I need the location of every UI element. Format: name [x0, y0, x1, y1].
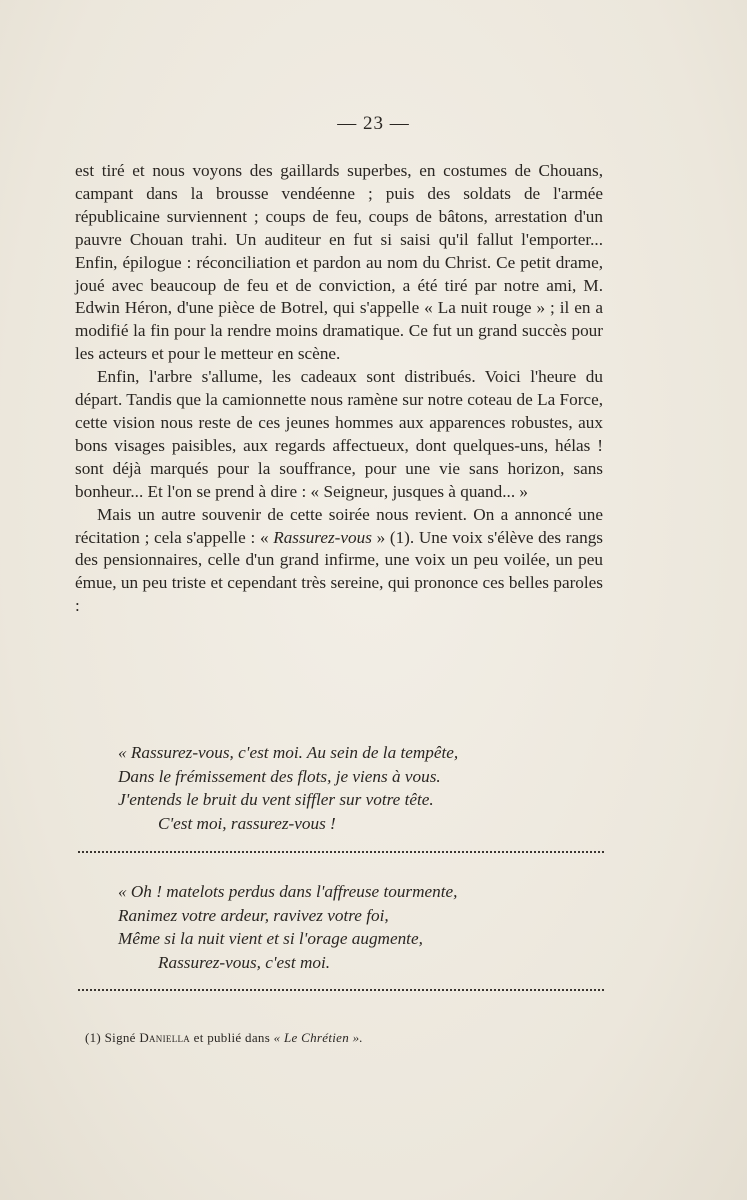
poem-stanza-2 [118, 880, 598, 974]
footnote-author: Daniella [139, 1030, 191, 1045]
body-text [75, 160, 603, 618]
poem-line: J'entends le bruit du vent siffler sur votre tête. [118, 790, 434, 809]
ellipsis-divider [78, 851, 604, 857]
footnote-publication: « Le Chrétien ». [273, 1030, 363, 1045]
recitation-title: Rassurez-vous [273, 527, 372, 547]
poem-line: C'est moi, rassurez-vous ! [158, 813, 336, 833]
footnote-text: Signé [104, 1030, 136, 1045]
poem-line: Dans le frémissement des flots, je viens à vous. [118, 766, 441, 786]
paragraph-2: Enfin, l'arbre s'allume, les cadeaux sont distribués. Voici l'heure du départ. Tandis que la camionnette nous ramène sur notre coteau de La Force, cette vision nous reste de ces jeunes hommes aux apparences robustes, aux bons visages paisibles, aux regards affectueux, dont quelques-uns, hélas ! sont déjà marqués pour la souffrance, pour une vie sans horizon, sans bonheur... Et l'on se prend à dire : « Seigneur, jusques à quand... » [75, 367, 603, 501]
paragraph-3 [75, 504, 603, 619]
poem-line: « Oh ! matelots perdus dans l'affreuse tourmente, [118, 882, 458, 901]
paragraph-1: est tiré et nous voyons des gaillards superbes, en costumes de Chouans, campant dans la brousse vendéenne ; puis des soldats de l'armée républicaine surviennent ; coups de feu, coups de bâtons, arrestation d'un pauvre Chouan trahi. Un auditeur en fut si saisi qu'il fallut l'emporter... Enfin, épilogue : réconciliation et pardon au nom du Christ. Ce petit drame, joué avec beaucoup de feu et de conviction, a été tiré par notre ami, M. Edwin Héron, d'une pièce de Botrel, qui s'appelle « La nuit rouge » ; il en a modifié la fin pour la rendre moins dramatique. Ce fut un grand succès pour les acteurs et pour le metteur en scène. [75, 161, 603, 364]
poem-line: Ranimez votre ardeur, ravivez votre foi, [118, 905, 389, 925]
paragraph-3-start: Mais un autre souvenir de cette soirée nous revient. On a annoncé une récitation ; cela s'appelle : « [75, 504, 603, 547]
ellipsis-divider [78, 989, 604, 995]
footnote-text: et publié dans [193, 1030, 271, 1045]
poem-line: Même si la nuit vient et si l'orage augmente, [118, 929, 423, 948]
poem-stanza-1 [118, 741, 598, 835]
paragraph-3-end: » (1). Une voix s'élève des rangs des pensionnaires, celle d'un grand infirme, une voix un peu voilée, un peu émue, un peu triste et cependant très sereine, qui prononce ces belles paroles : [75, 527, 603, 616]
poem-line: « Rassurez-vous, c'est moi. Au sein de la tempête, [118, 743, 459, 762]
footnote [85, 1029, 605, 1047]
page-number: — 23 — [337, 113, 410, 134]
poem-line: Rassurez-vous, c'est moi. [158, 952, 331, 972]
footnote-marker: (1) [85, 1030, 102, 1045]
